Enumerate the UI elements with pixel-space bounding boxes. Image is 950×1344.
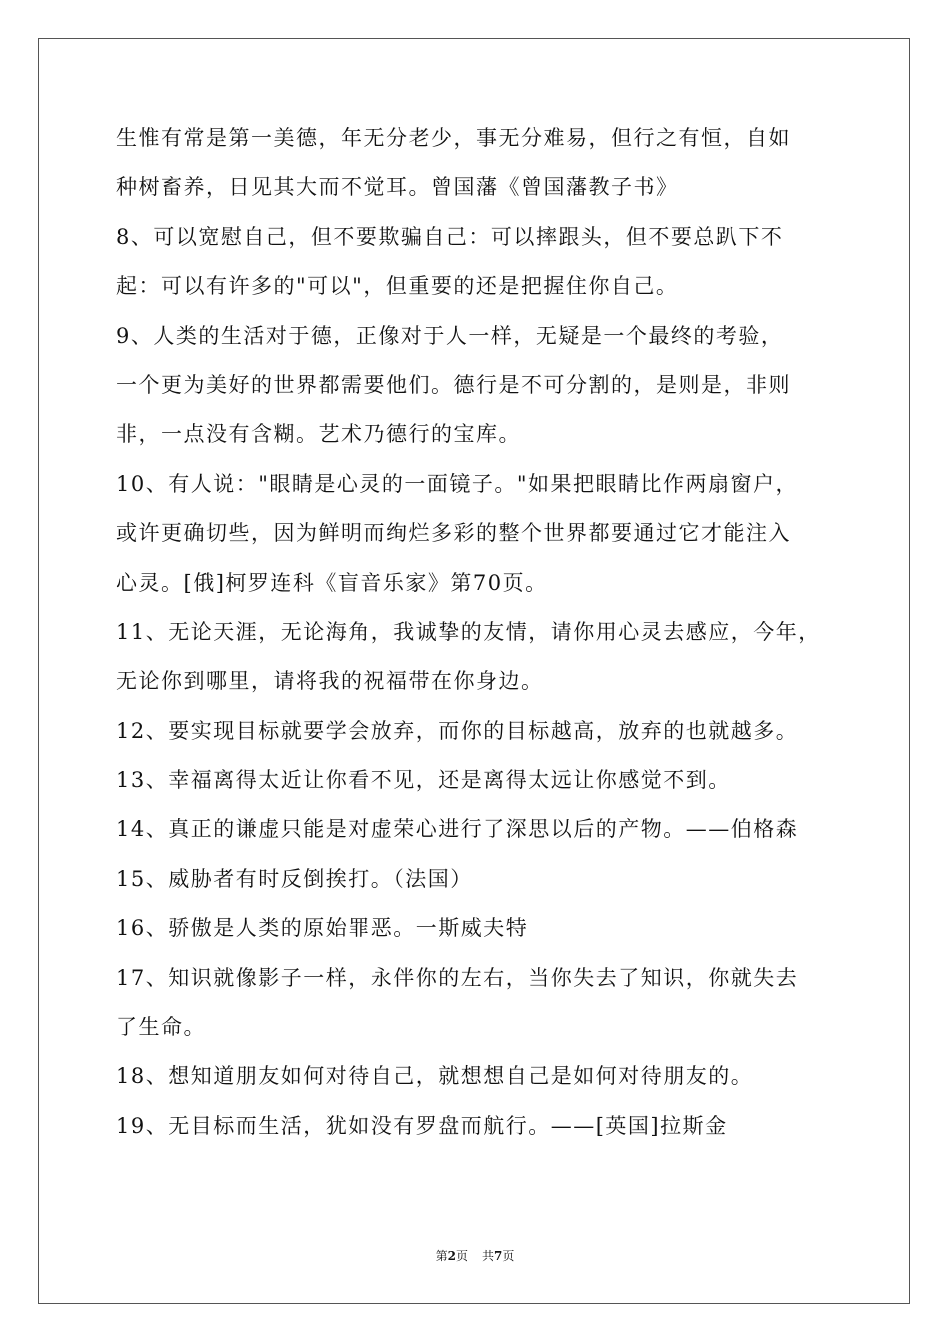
text-line: 了生命。: [116, 1015, 206, 1040]
text-line: 19、无目标而生活，犹如没有罗盘而航行。——[英国]拉斯金: [116, 1113, 728, 1138]
text-line: 9、人类的生活对于德，正像对于人一样，无疑是一个最终的考验，: [116, 323, 784, 348]
text-line: 17、知识就像影子一样，永伴你的左右，当你失去了知识，你就失去: [116, 965, 799, 990]
text-line: 12、要实现目标就要学会放弃，而你的目标越高，放弃的也就越多。: [116, 718, 799, 743]
text-line: 15、威胁者有时反倒挨打。（法国）: [116, 866, 473, 891]
page-label-prefix: 第: [435, 1249, 448, 1263]
text-line: 生惟有常是第一美德，年无分老少，事无分难易，但行之有恒，自如: [116, 126, 791, 150]
page-total: 7: [494, 1249, 503, 1263]
text-line: 10、有人说："眼睛是心灵的一面镜子。"如果把眼睛比作两扇窗户，: [116, 471, 799, 496]
text-line: 16、骄傲是人类的原始罪恶。一斯威夫特: [116, 916, 529, 941]
text-line: 18、想知道朋友如何对待自己，就想想自己是如何对待朋友的。: [116, 1064, 754, 1089]
text-line: 13、幸福离得太近让你看不见，还是离得太远让你感觉不到。: [116, 768, 731, 793]
text-line: 非，一点没有含糊。艺术乃德行的宝库。: [116, 422, 521, 447]
page-footer: [0, 1249, 950, 1263]
document-body: [116, 128, 856, 1165]
text-line: 心灵。[俄]柯罗连科《盲音乐家》第70页。: [116, 570, 548, 595]
total-label-suffix: 页: [502, 1249, 515, 1263]
text-line: 起：可以有许多的"可以"，但重要的还是把握住你自己。: [116, 274, 679, 299]
text-line: 一个更为美好的世界都需要他们。德行是不可分割的，是则是，非则: [116, 372, 791, 397]
text-line: 14、真正的谦虚只能是对虚荣心进行了深思以后的产物。——伯格森: [116, 817, 799, 842]
text-line: 或许更确切些，因为鲜明而绚烂多彩的整个世界都要通过它才能注入: [116, 521, 791, 546]
text-line: 11、无论天涯，无论海角，我诚挚的友情，请你用心灵去感应，今年，: [116, 619, 821, 644]
text-line: 8、可以宽慰自己，但不要欺骗自己：可以摔跟头，但不要总趴下不: [116, 224, 784, 249]
page-number: 2: [447, 1249, 456, 1263]
text-line: 种树畜养，日见其大而不觉耳。曾国藩《曾国藩教子书》: [116, 175, 679, 200]
page-label-suffix: 页: [455, 1249, 468, 1263]
text-line: 无论你到哪里，请将我的祝福带在你身边。: [116, 669, 544, 694]
total-label-prefix: 共: [482, 1249, 495, 1263]
